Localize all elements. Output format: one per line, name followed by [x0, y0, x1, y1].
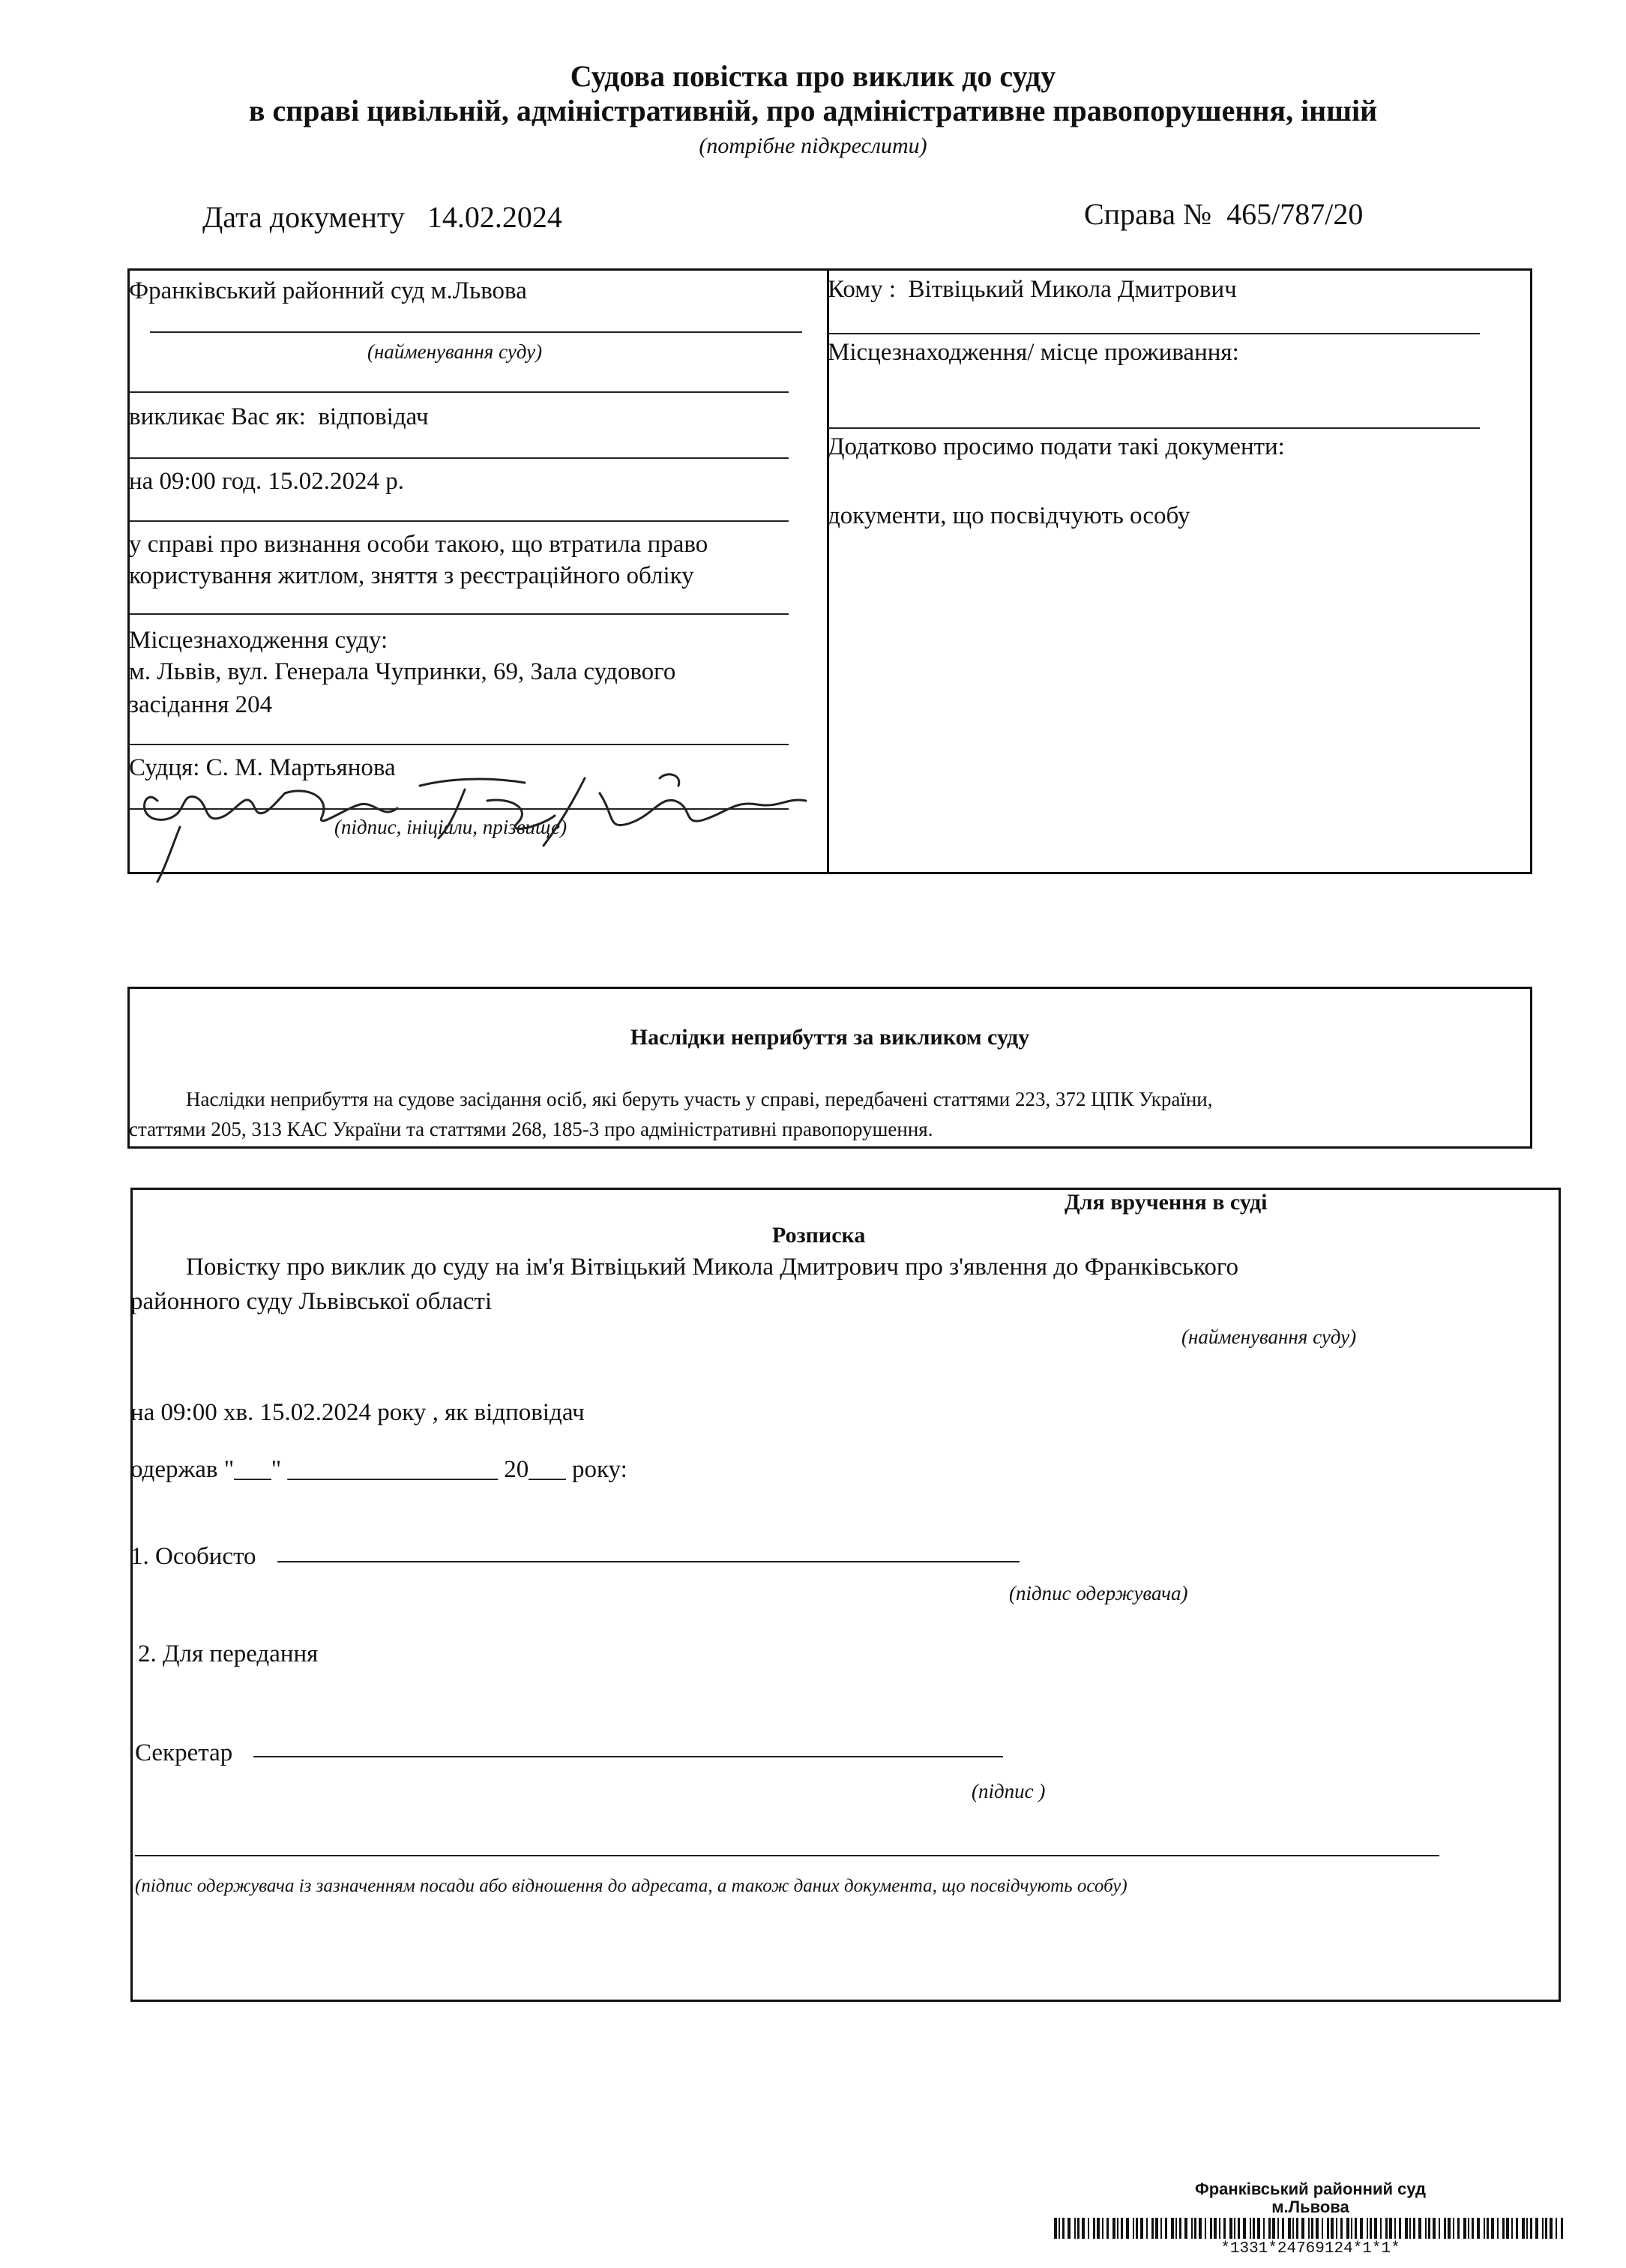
secretary-signature-line: [253, 1756, 1003, 1757]
personal-signature-line: [277, 1561, 1020, 1562]
barcode-code: *1331*24769124*1*1*: [1220, 2240, 1400, 2258]
court-location-line1: м. Львів, вул. Генерала Чупринки, 69, Зала судового: [129, 658, 676, 685]
court-name: Франківський районний суд м.Львова: [129, 277, 527, 304]
recipient-name: Вітвіцький Микола Дмитрович: [908, 276, 1237, 303]
receipt-time-line: на 09:00 хв. 15.02.2024 року , як відповідач: [130, 1399, 585, 1426]
divider: [828, 333, 1480, 334]
divider: [129, 457, 789, 459]
residence-label: Місцезнаходження/ місце проживання:: [828, 339, 1239, 366]
role-value: відповідач: [318, 403, 429, 430]
hearing-time: на 09:00 год. 15.02.2024 р.: [129, 468, 405, 495]
court-location-label: Місцезнаходження суду:: [129, 627, 388, 654]
additional-docs-label: Додатково просимо подати такі документи:: [828, 433, 1285, 460]
role-label: викликає Вас як:: [129, 403, 306, 430]
additional-docs-value: документи, що посвідчують особу: [828, 502, 1190, 529]
case-label: Справа №: [1084, 197, 1212, 231]
date-value: 14.02.2024: [427, 200, 562, 234]
receipt-line1: Повістку про виклик до суду на ім'я Вітвіцький Микола Дмитрович про з'явлення до Франківського: [186, 1254, 1239, 1281]
personal-label: 1. Особисто: [130, 1543, 256, 1570]
divider: [129, 520, 789, 522]
stamp-court-city: м.Львова: [1271, 2198, 1349, 2217]
received-date-line: одержав "___" _________________ 20___ року:: [130, 1456, 627, 1483]
consequences-text-line1: Наслідки неприбуття на судове засідання осіб, які беруть участь у справі, передбачені статтями 223, 372 ЦПК України,: [186, 1088, 1213, 1110]
personal-caption: (підпис одержувача): [1009, 1582, 1188, 1604]
title-note: (потрібне підкреслити): [699, 133, 927, 158]
document-date: [202, 199, 562, 235]
document-title: Судова повістка про виклик до суду: [570, 59, 1056, 93]
receiver-details-caption: (підпис одержувача із зазначенням посади або відношення до адресата, а також даних документа, що посвідчують особу): [135, 1876, 1127, 1896]
secretary-caption: (підпис ): [972, 1780, 1046, 1802]
consequences-text-line2: статтями 205, 313 КАС України та статтями 268, 185-3 про адміністративні правопорушення.: [129, 1118, 933, 1140]
recipient-line: [828, 273, 1237, 307]
signature-caption: (підпис, ініціали, прізвище): [334, 816, 567, 838]
divider: [129, 391, 789, 393]
receiver-details-line: [135, 1855, 1439, 1856]
court-name-underline: [150, 331, 802, 333]
stamp-court-name: Франківський районний суд: [1194, 2180, 1427, 2198]
receipt-heading: Розписка: [772, 1223, 866, 1248]
role-line: [129, 400, 429, 434]
court-location-line2: засідання 204: [129, 691, 273, 718]
divider: [129, 613, 789, 615]
court-barcode-stamp: [1047, 2180, 1574, 2258]
divider: [129, 744, 789, 745]
case-subject-line2: користування житлом, зняття з реєстраційного обліку: [129, 562, 694, 589]
for-delivery-label: Для вручення в суді: [1065, 1190, 1268, 1215]
secretary-label: Секретар: [135, 1739, 233, 1766]
receipt-line2: районного суду Львівської області: [130, 1288, 493, 1315]
date-label: Дата документу: [202, 200, 405, 234]
court-caption: (найменування суду): [367, 340, 543, 363]
judge-line: Судця: С. М. Мартьянова: [129, 754, 396, 781]
barcode: [1054, 2218, 1567, 2239]
transfer-label: 2. Для передання: [138, 1640, 319, 1667]
consequences-heading: Наслідки неприбуття за викликом суду: [630, 1025, 1030, 1050]
recipient-label: Кому :: [828, 276, 897, 303]
receipt-court-caption: (найменування суду): [1181, 1326, 1357, 1348]
barcode-bars: [1054, 2218, 1567, 2239]
case-value: 465/787/20: [1226, 197, 1364, 231]
document-subtitle: в справі цивільній, адміністративній, про адміністративне правопорушення, іншій: [248, 94, 1378, 127]
handwritten-signature: [135, 756, 810, 883]
divider: [828, 427, 1480, 429]
case-number: [1084, 196, 1363, 232]
case-subject-line1: у справі про визнання особи такою, що втратила право: [129, 531, 708, 558]
